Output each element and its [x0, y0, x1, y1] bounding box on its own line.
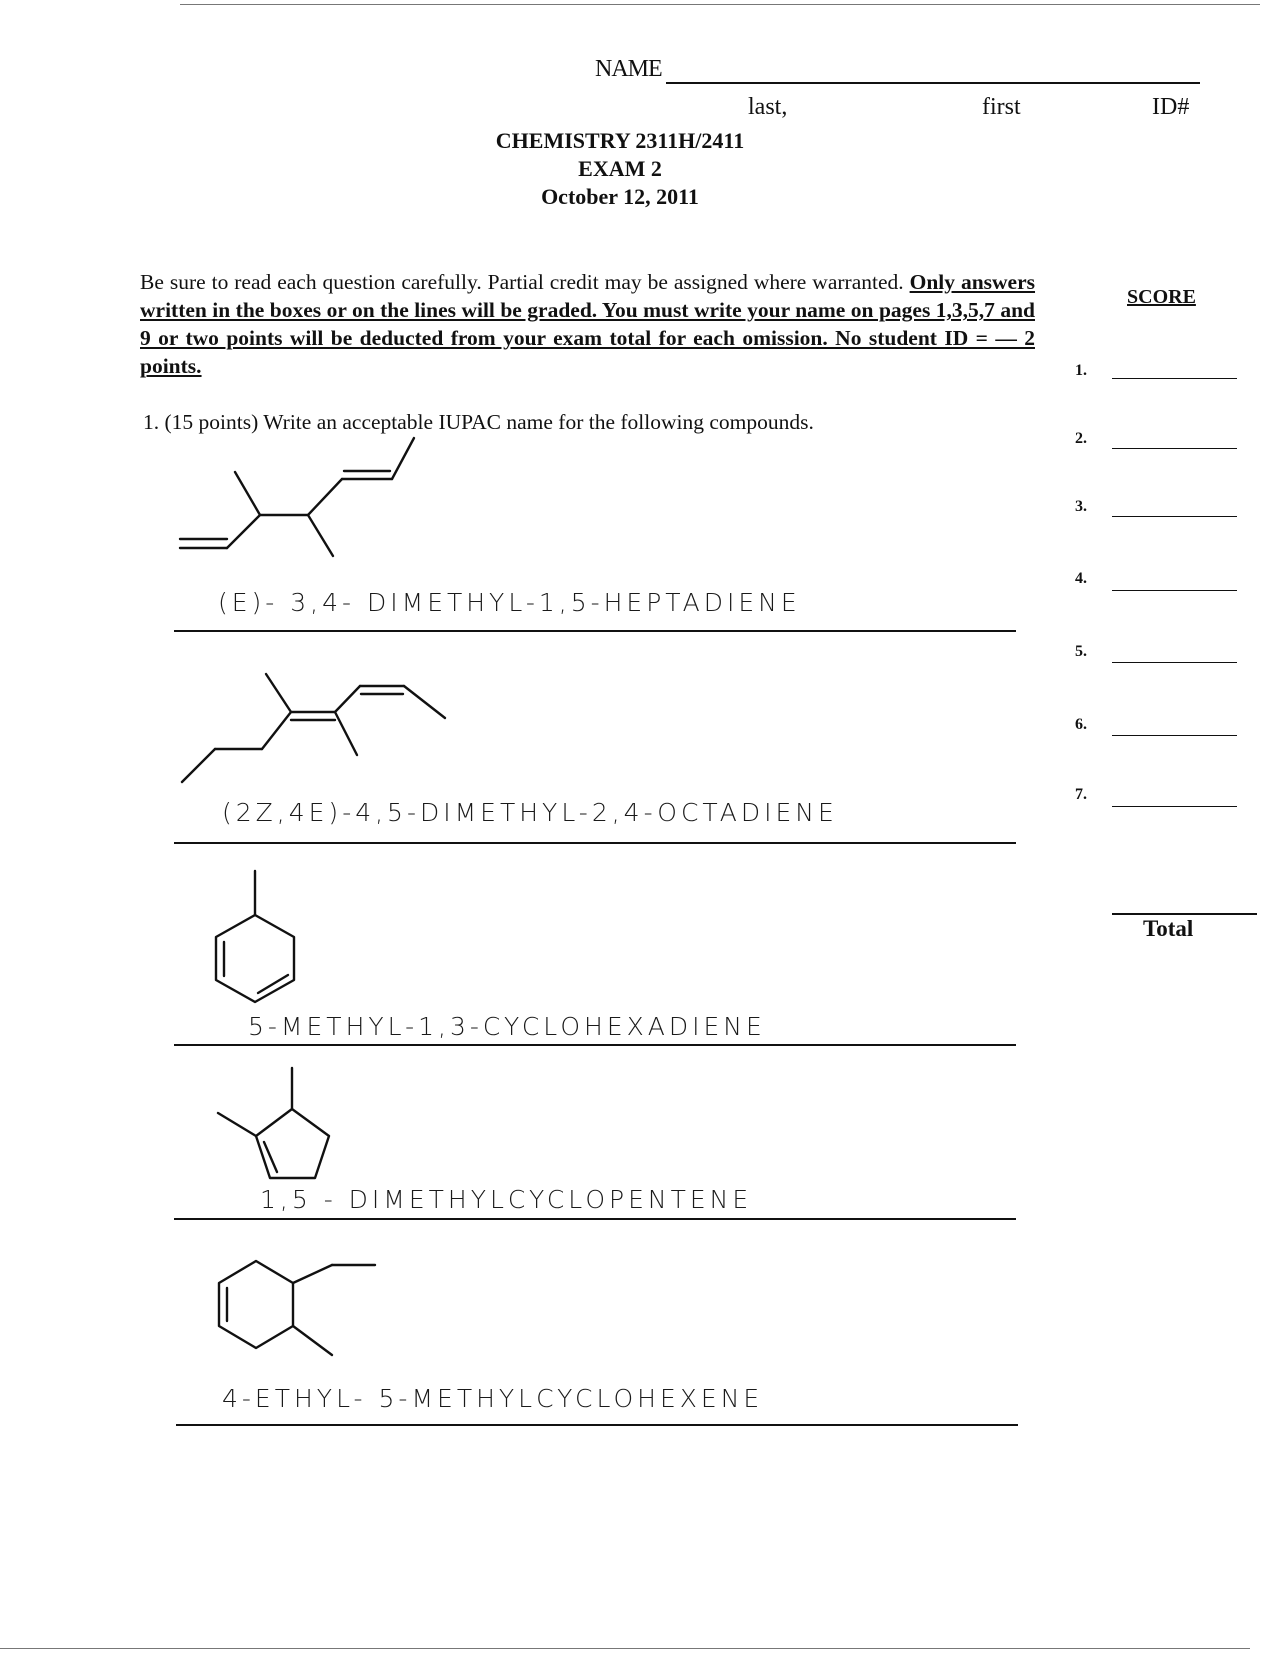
- id-label: ID#: [1152, 94, 1190, 120]
- score-item-6-label: 6.: [1075, 716, 1087, 733]
- score-item-2-label: 2.: [1075, 430, 1087, 447]
- last-name-label: last,: [748, 94, 788, 120]
- answer-5-text[interactable]: 4-ETHYL- 5-METHYLCYCLOHEXENE: [222, 1384, 764, 1413]
- exam-title: EXAM 2: [578, 156, 662, 181]
- question-1-prompt: 1. (15 points) Write an acceptable IUPAC name for the following compounds.: [143, 410, 814, 434]
- score-item-5-label: 5.: [1075, 643, 1087, 660]
- first-name-label: first: [982, 94, 1021, 120]
- exam-date: October 12, 2011: [541, 184, 699, 209]
- instructions-emphasis: Only answers written in the boxes or on the lines will be graded. You must write your name on pages 1,3,5,7 and 9 or two points will be deducted from your exam total for each omission. No student ID = — 2 points.: [140, 270, 1036, 378]
- total-label: Total: [1143, 916, 1194, 941]
- answer-1-text[interactable]: (E)- 3,4- DIMETHYL-1,5-HEPTADIENE: [218, 588, 801, 617]
- answer-3-text[interactable]: 5-METHYL-1,3-CYCLOHEXADIENE: [248, 1012, 766, 1041]
- score-heading: SCORE: [1127, 286, 1196, 308]
- score-item-1-label: 1.: [1075, 362, 1087, 379]
- name-label: NAME: [595, 56, 662, 82]
- answer-4-text[interactable]: 1,5 - DIMETHYLCYCLOPENTENE: [260, 1185, 753, 1214]
- answer-2-text[interactable]: (2Z,4E)-4,5-DIMETHYL-2,4-OCTADIENE: [222, 798, 838, 827]
- score-item-7-label: 7.: [1075, 786, 1087, 803]
- score-item-3-label: 3.: [1075, 498, 1087, 515]
- answer-5-line: [176, 1424, 1018, 1426]
- instructions-plain: Be sure to read each question carefully. Partial credit may be assigned where warranted.: [140, 270, 904, 294]
- course-title: CHEMISTRY 2311H/2411: [495, 128, 745, 153]
- score-item-4-label: 4.: [1075, 570, 1087, 587]
